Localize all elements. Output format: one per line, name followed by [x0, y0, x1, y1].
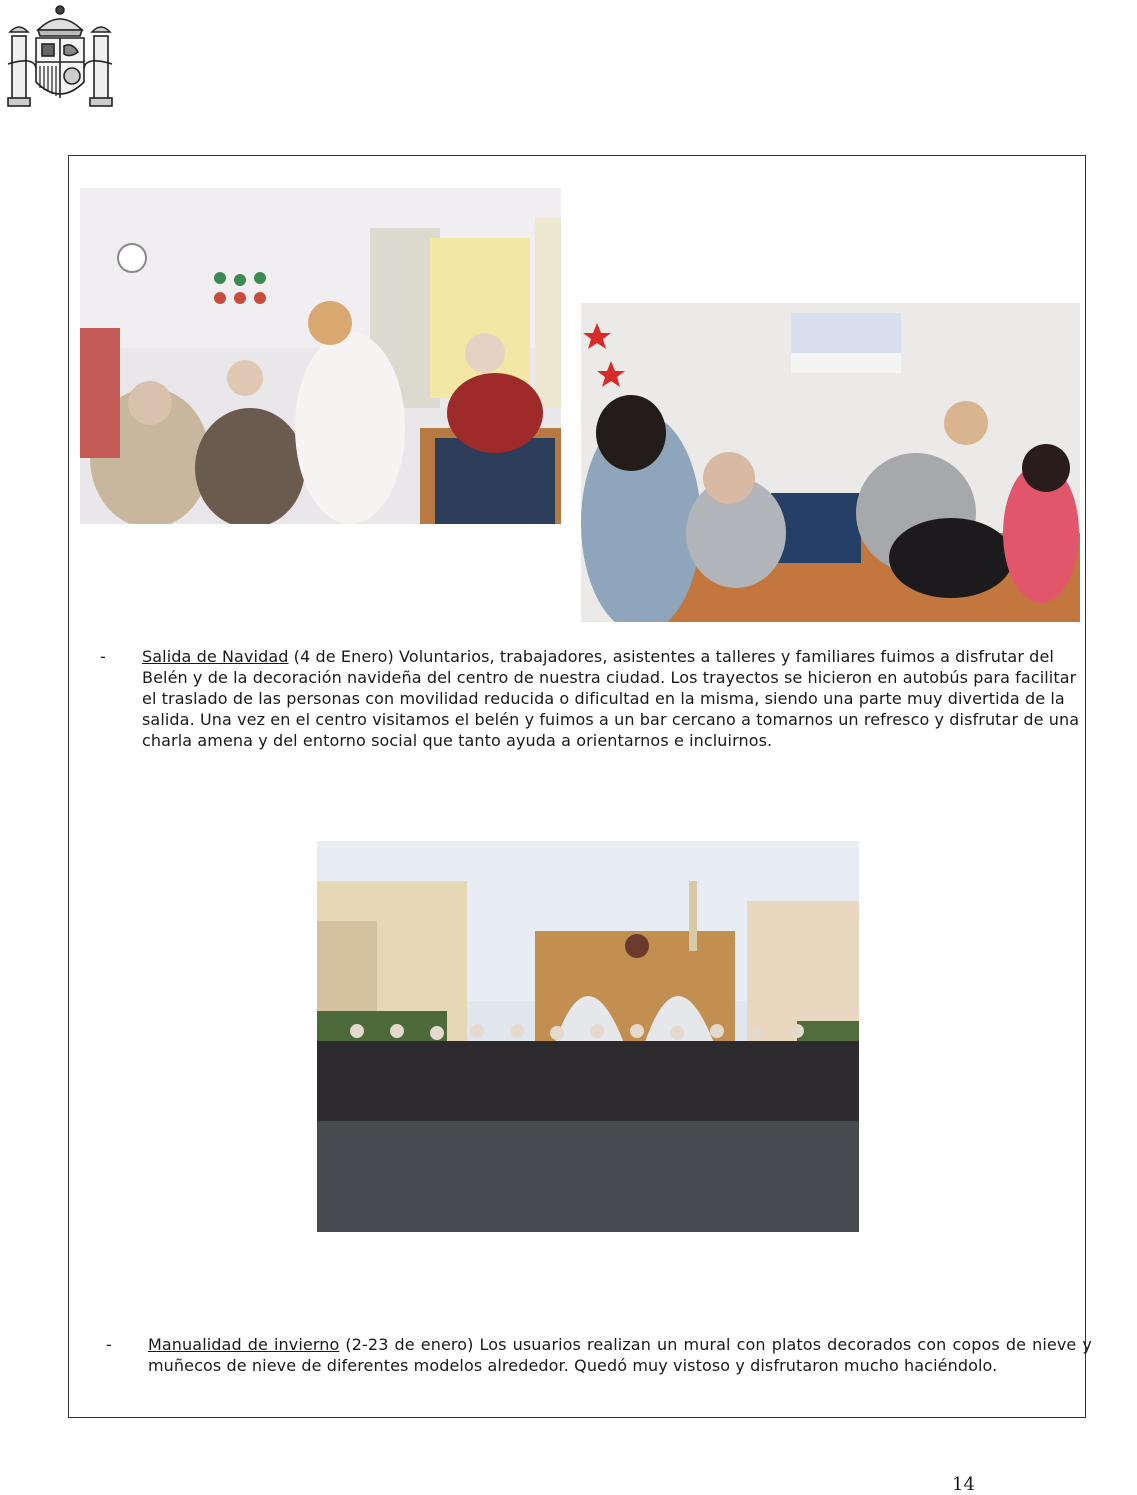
spanish-coat-of-arms-icon	[4, 2, 116, 114]
page-number: 14	[952, 1474, 975, 1495]
item-body: (4 de Enero) Voluntarios, trabajadores, asistentes a talleres y familiares fuimos a disfrutar del Belén y de la decoración navideña del centro de nuestra ciudad. Los trayectos se hicieron en autobús para facilitar el traslado de las personas con movilidad reducida o dificultad en la misma, siendo una parte muy divertida de la salida. Una vez en el centro visitamos el belén y fuimos a un bar cercano a tomarnos un refresco y disfrutar de una charla amena y del entorno social que tanto ayuda a orientarnos e incluirnos.	[142, 647, 1080, 750]
item-title: Salida de Navidad	[142, 647, 289, 666]
photo-volunteers-visit	[581, 303, 1080, 622]
list-item-salida-navidad	[100, 646, 1086, 751]
item-body: (2-23 de enero) Los usuarios realizan un mural con platos decorados con copos de nieve y muñecos de nieve de diferentes modelos alrededor. Quedó muy vistoso y disfrutaron mucho haciéndolo.	[148, 1335, 1092, 1375]
list-item-manualidad-invierno	[106, 1334, 1092, 1376]
photo-group-city-square	[317, 841, 859, 1232]
item-title: Manualidad de invierno	[148, 1335, 340, 1354]
bullet-dash: -	[106, 1335, 112, 1354]
photo-activity-room	[80, 188, 561, 524]
bullet-dash: -	[100, 647, 106, 666]
